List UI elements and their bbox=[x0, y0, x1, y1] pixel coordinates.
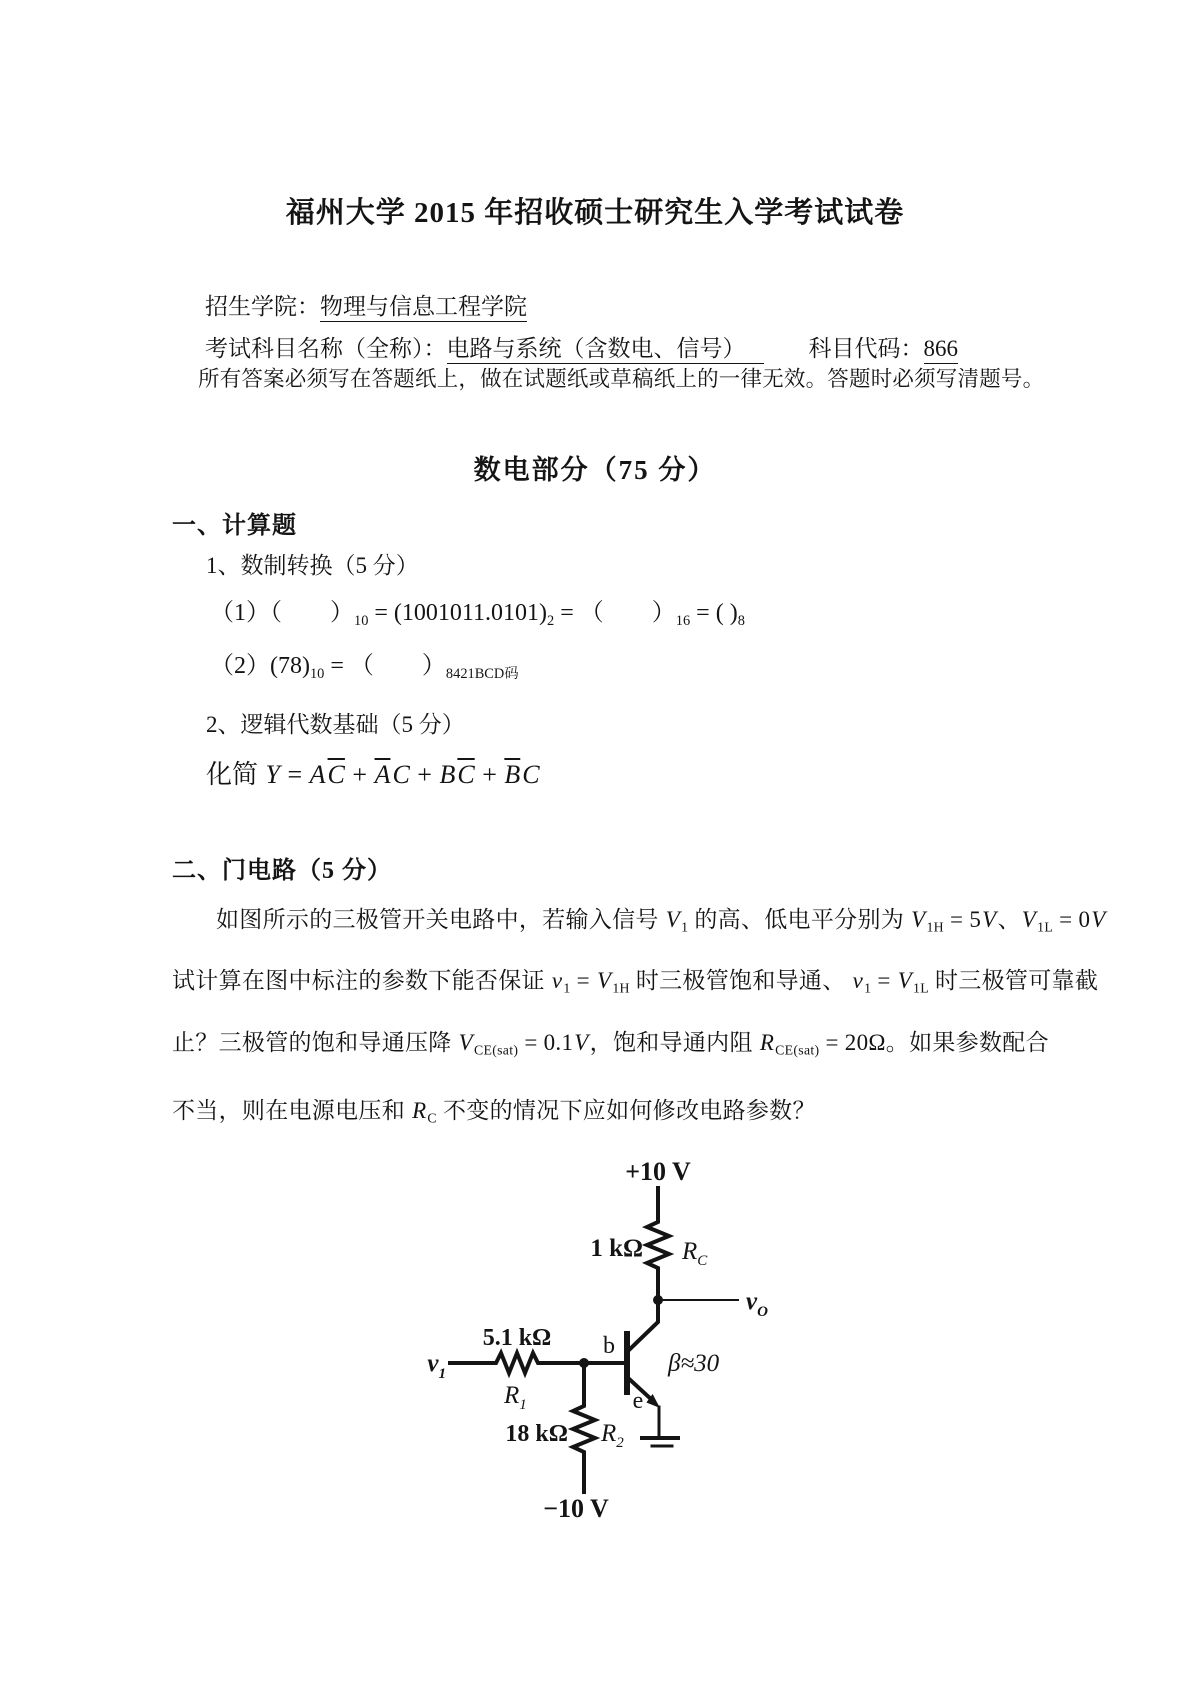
r2-name-label: $R_2$ bbox=[601, 1420, 624, 1451]
vee-label: −10 V bbox=[543, 1494, 609, 1523]
part1-heading: 一、计算题 bbox=[172, 513, 297, 539]
subject-line bbox=[205, 330, 958, 363]
answer-notice: 所有答案必须写在答题纸上，做在试题纸或草稿纸上的一律无效。答题时必须写清题号。 bbox=[198, 367, 1045, 391]
problem-paragraph-line3: 止？三极管的饱和导通压降 VCE(sat) = 0.1V，饱和导通内阻 RCE(sat) = 20Ω。如果参数配合 bbox=[172, 1030, 1049, 1058]
problem-paragraph-line4: 不当，则在电源电压和 RC 不变的情况下应如何修改电路参数？ bbox=[172, 1098, 816, 1126]
admission-label: 招生学院： bbox=[205, 294, 320, 319]
section-title: 数电部分（75 分） bbox=[473, 455, 717, 485]
subject-value: 电路与系统（含数电、信号） bbox=[447, 336, 764, 364]
vcc-label: +10 V bbox=[625, 1157, 691, 1186]
base-node-dot bbox=[579, 1358, 589, 1368]
collector-lead bbox=[630, 1300, 658, 1349]
conversion-problem-1: （1）（ ）10 = (1001011.0101)2 = （ ）16 = ( )8 bbox=[210, 600, 745, 629]
r2-resistor bbox=[573, 1402, 595, 1459]
rc-value-label: 1 kΩ bbox=[590, 1235, 643, 1262]
admission-line bbox=[205, 288, 527, 321]
boolean-simplify-formula: 化简 $Y = A\overline{C} + \overline{A}C + B\overline{C} + \overline{B}C$ bbox=[206, 760, 540, 789]
r1-resistor bbox=[492, 1353, 542, 1373]
beta-label: β≈30 bbox=[668, 1350, 720, 1377]
subject-code-value: 866 bbox=[924, 336, 959, 364]
exam-title: 福州大学 2015 年招收硕士研究生入学考试试卷 bbox=[285, 197, 905, 229]
emitter-label: e bbox=[632, 1388, 644, 1414]
problem-paragraph-line2: 试计算在图中标注的参数下能否保证 v1 = V1H 时三极管饱和导通、 v1 = V1L 时三极管可靠截 bbox=[172, 968, 1099, 996]
subject-label: 考试科目名称（全称）： bbox=[205, 336, 447, 361]
question1-heading: 1、数制转换（5 分） bbox=[206, 553, 419, 578]
vout-label: $v_O$ bbox=[746, 1288, 768, 1320]
conversion-problem-2: （2）(78)10 = （ ）8421BCD码 bbox=[210, 653, 519, 682]
r1-name-label: $R_1$ bbox=[504, 1382, 527, 1413]
collector-node-dot bbox=[653, 1295, 663, 1305]
rc-resistor bbox=[647, 1218, 669, 1275]
subject-code-label: 科目代码： bbox=[808, 336, 924, 361]
rc-name-label: $R_C$ bbox=[682, 1238, 708, 1269]
admission-value: 物理与信息工程学院 bbox=[320, 294, 527, 322]
part2-heading: 二、门电路（5 分） bbox=[172, 858, 392, 884]
base-label: b bbox=[603, 1333, 615, 1359]
question2-heading: 2、逻辑代数基础（5 分） bbox=[206, 712, 465, 737]
r2-value-label: 18 kΩ bbox=[505, 1421, 568, 1447]
circuit-diagram bbox=[400, 1140, 790, 1540]
problem-paragraph-line1: 如图所示的三极管开关电路中，若输入信号 V1 的高、低电平分别为 V1H = 5V、V1L = 0V bbox=[216, 907, 1106, 935]
r1-value-label: 5.1 kΩ bbox=[482, 1325, 552, 1351]
vin-label: $v_1$ bbox=[427, 1350, 446, 1382]
